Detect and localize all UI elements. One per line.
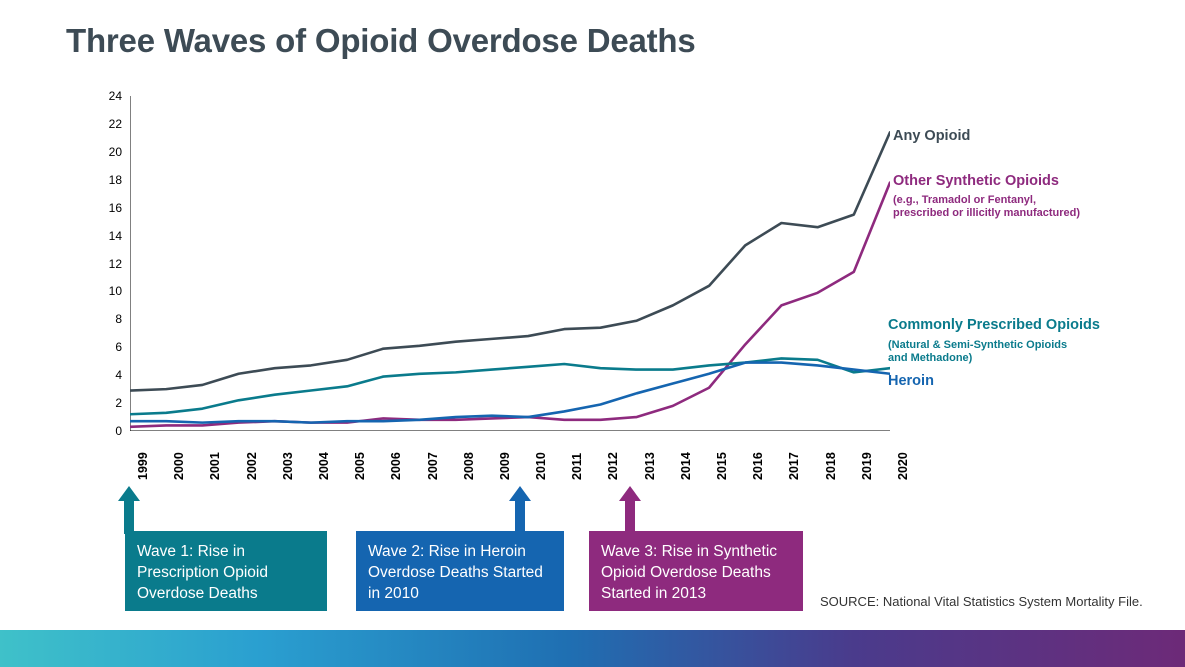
x-tick-2016: 2016 — [751, 452, 766, 480]
x-tick-2015: 2015 — [715, 452, 730, 480]
series-line-commonly-prescribed-opioids — [130, 358, 890, 414]
x-tick-2011: 2011 — [570, 452, 585, 480]
wave-3-arrow — [618, 486, 642, 534]
x-tick-2002: 2002 — [244, 452, 259, 480]
wave-2-arrow — [508, 486, 532, 534]
x-tick-2010: 2010 — [534, 452, 549, 480]
series-label-other-synthetic: Other Synthetic Opioids — [893, 173, 1059, 189]
x-tick-2008: 2008 — [461, 452, 476, 480]
wave-3-callout — [589, 531, 803, 611]
y-tick-24: 24 — [108, 89, 122, 103]
x-tick-2004: 2004 — [316, 452, 331, 480]
series-label-heroin: Heroin — [888, 373, 934, 389]
y-tick-22: 22 — [108, 116, 122, 131]
y-tick-16: 16 — [108, 200, 122, 215]
wave-1-arrow — [117, 486, 141, 534]
y-tick-14: 14 — [108, 228, 122, 243]
y-tick-10: 10 — [108, 284, 122, 299]
page-title: Three Waves of Opioid Overdose Deaths — [66, 22, 696, 59]
x-tick-2013: 2013 — [642, 452, 657, 480]
y-tick-4: 4 — [115, 368, 122, 383]
series-paths — [130, 132, 890, 427]
x-tick-1999: 1999 — [136, 452, 150, 480]
x-tick-2020: 2020 — [896, 452, 910, 480]
wave-1-text: Wave 1: Rise in Prescription Opioid Overdose Deaths — [137, 543, 268, 602]
series-label-any-opioid: Any Opioid — [893, 128, 971, 144]
wave-2-callout — [356, 531, 564, 611]
x-tick-2007: 2007 — [425, 452, 440, 480]
series-line-any-opioid — [130, 132, 890, 390]
plot-area — [130, 96, 890, 431]
y-axis-ticks — [96, 89, 122, 438]
wave-2-text: Wave 2: Rise in Heroin Overdose Deaths Started in 2010 — [368, 543, 543, 602]
x-tick-2012: 2012 — [606, 452, 621, 480]
y-tick-12: 12 — [108, 256, 122, 271]
series-sublabel-commonly-prescribed: (Natural & Semi-Synthetic Opioids and Methadone) — [888, 339, 1068, 364]
x-tick-2019: 2019 — [859, 452, 874, 480]
series-sublabel-other-synthetic: (e.g., Tramadol or Fentanyl, prescribed or illicitly manufactured) — [893, 194, 1081, 219]
chart-svg — [130, 96, 890, 431]
x-tick-2000: 2000 — [172, 452, 187, 480]
x-tick-2005: 2005 — [353, 452, 368, 480]
x-tick-2009: 2009 — [497, 452, 512, 480]
y-tick-18: 18 — [108, 172, 122, 187]
x-axis-ticks — [130, 436, 910, 486]
x-tick-2003: 2003 — [280, 452, 295, 480]
y-tick-20: 20 — [108, 144, 122, 159]
series-label-commonly-prescribed: Commonly Prescribed Opioids — [888, 317, 1100, 333]
series-line-heroin — [130, 363, 890, 423]
x-tick-2014: 2014 — [678, 452, 693, 480]
source-note: SOURCE: National Vital Statistics System Mortality File. — [820, 594, 1143, 609]
x-tick-2017: 2017 — [787, 452, 802, 480]
x-tick-2001: 2001 — [208, 452, 223, 480]
y-tick-2: 2 — [115, 396, 122, 411]
series-line-other-synthetic-opioids — [130, 183, 890, 427]
bottom-gradient-bar — [0, 630, 1185, 667]
y-tick-8: 8 — [115, 312, 122, 327]
wave-1-callout — [125, 531, 327, 611]
x-tick-2006: 2006 — [389, 452, 404, 480]
y-tick-0: 0 — [115, 424, 122, 438]
wave-3-text: Wave 3: Rise in Synthetic Opioid Overdose Deaths Started in 2013 — [601, 543, 778, 602]
x-tick-2018: 2018 — [823, 452, 838, 480]
y-tick-6: 6 — [115, 340, 122, 355]
